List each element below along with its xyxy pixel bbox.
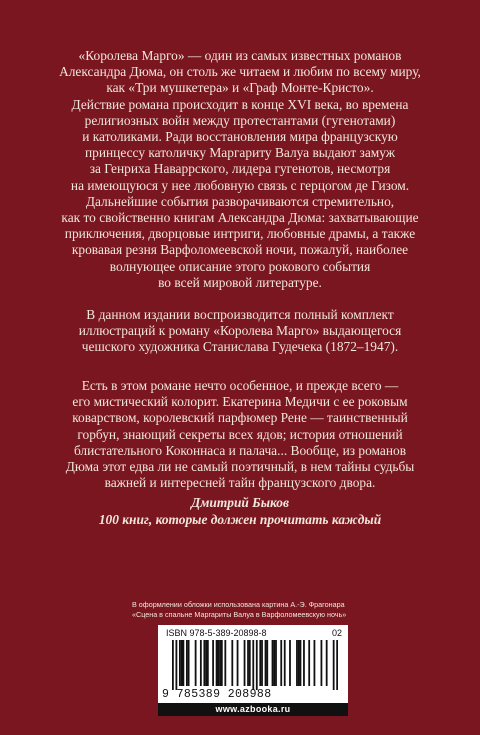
barcode-bar: [244, 640, 246, 686]
quote-line: коварством, королевский парфюмер Рене — таинственный: [72, 410, 408, 426]
barcode-bar: [261, 640, 263, 686]
barcode-bar: [300, 640, 302, 686]
barcode-bar: [298, 640, 300, 686]
quote-text: [54, 378, 426, 491]
quote-source-book: 100 книг, которые должен прочитать каждый: [98, 512, 382, 528]
barcode-bar: [217, 640, 219, 686]
annotation-line: Александра Дюма, он столь же читаем и любим по всему миру,: [59, 64, 421, 80]
barcode-bar: [308, 640, 310, 686]
quote-line: горбун, знающий секреты всех ядов; история отношений: [77, 426, 403, 442]
barcode-bar: [172, 640, 174, 690]
barcode-bar: [273, 640, 275, 686]
annotation-line: чешского художника Станислава Гудечека (1872–1947).: [81, 339, 399, 355]
barcode-bar: [272, 640, 274, 686]
critic-quote: [54, 378, 426, 528]
annotation-line: принцессу католичку Маргариту Валуа выдают замуж: [84, 145, 396, 161]
barcode-bar: [266, 640, 268, 686]
annotation-line: за Генриха Наваррского, лидера гугенотов, несмотря: [89, 161, 391, 177]
annotation-line: как «Три мушкетера» и «Граф Монте-Кристо».: [106, 80, 374, 96]
annotation-line: В данном издании воспроизводится полный комплект: [86, 307, 394, 323]
barcode-bar: [207, 640, 209, 686]
barcode-bar: [200, 640, 202, 686]
barcode-bar: [186, 640, 188, 686]
barcode-bar: [216, 640, 218, 686]
annotation-line: на имеющуюся у нее любовную связь с герцогом де Гизом.: [70, 177, 410, 193]
isbn-row: [166, 628, 342, 638]
publisher-website: www.azbooka.ru: [158, 703, 348, 716]
barcode-block: [158, 625, 348, 716]
barcode-bar: [303, 640, 305, 686]
barcode-bar: [237, 640, 239, 686]
quote-line: Есть в этом романе нечто особенное, и прежде всего —: [81, 378, 399, 393]
isbn-addon: 02: [331, 628, 342, 638]
barcode-bar: [280, 640, 282, 686]
barcode-bar: [265, 640, 267, 686]
quote-line: Дюма этот едва ли не самый поэтичный, в нем тайны судьбы: [65, 459, 415, 475]
barcode-bar: [284, 640, 286, 686]
barcode-bar: [231, 640, 233, 686]
barcode-bar: [224, 640, 226, 686]
quote-line: его мистический колорит. Екатерина Медичи с ее роковым: [72, 394, 408, 410]
barcode-bar: [275, 640, 277, 686]
barcode-bar: [321, 640, 323, 686]
isbn-text: ISBN 978-5-389-20898-8: [166, 628, 267, 638]
annotation-line: «Королева Марго» — один из самых известных романов: [78, 48, 402, 63]
barcode-bar: [205, 640, 207, 686]
barcode-bar: [259, 640, 261, 686]
credits-line-1: В оформлении обложки использована картина А.-Э. Фрагонара: [132, 600, 345, 609]
barcode-bar: [247, 640, 249, 686]
barcode-bar: [219, 640, 221, 686]
barcode-bar: [249, 640, 251, 686]
quote-author: Дмитрий Быков: [191, 495, 289, 511]
annotation-line: иллюстраций к роману «Королева Марго» выдающегося: [78, 323, 402, 339]
barcode-bar: [182, 640, 184, 686]
annotation-line: религиозных войн между протестантами (гугенотами): [84, 112, 396, 128]
barcode-bar: [314, 640, 316, 686]
barcode-bar: [221, 640, 223, 686]
barcode-bar: [252, 640, 254, 690]
annotation-line: как то свойственно книгам Александра Дюма: захватывающие: [61, 210, 419, 226]
barcode-bar: [195, 640, 197, 686]
barcode-bar: [203, 640, 205, 686]
annotation-line: во всей мировой литературе.: [158, 274, 322, 290]
barcode-bar: [212, 640, 214, 686]
cover-art-credits: [132, 600, 472, 619]
annotation-line: Дальнейшие события разворачиваются стремительно,: [85, 193, 395, 209]
barcode-bar: [256, 640, 258, 690]
annotation-line: и католиками. Ради восстановления мира французскую: [82, 129, 398, 145]
annotation-line: кровавая резня Варфоломеевской ночи, пожалуй, наиболее: [71, 242, 409, 258]
quote-line: важней и интересней тайн французского двора.: [104, 475, 376, 491]
barcode-bar: [181, 640, 183, 686]
barcode-bar: [175, 640, 177, 690]
credits-line-2: «Сцена в спальне Маргариты Валуа в Варфоломеевскую ночь»: [132, 609, 347, 619]
barcode-bar: [333, 640, 335, 690]
annotation-paragraph-1: [50, 48, 430, 291]
annotation-line: приключения, дворцовые интриги, любовные драмы, а также: [64, 226, 416, 242]
quote-line: блистательного Коконнаса и палача... Вообще, из романов: [73, 442, 407, 458]
barcode-bar: [326, 640, 328, 686]
barcode-bar: [179, 640, 181, 686]
barcode-bars: [172, 640, 338, 690]
barcode-bar: [188, 640, 190, 686]
ean-digits: 9 785389 208988: [162, 688, 272, 701]
barcode-bar: [336, 640, 338, 690]
book-annotation: [50, 48, 430, 356]
annotation-line: волнующее описание этого рокового события: [109, 258, 371, 274]
annotation-line: Действие романа происходит в конце XVI века, во времена: [71, 96, 409, 112]
annotation-paragraph-2: [50, 307, 430, 356]
barcode-bar: [296, 640, 298, 686]
barcode-bar: [289, 640, 291, 686]
